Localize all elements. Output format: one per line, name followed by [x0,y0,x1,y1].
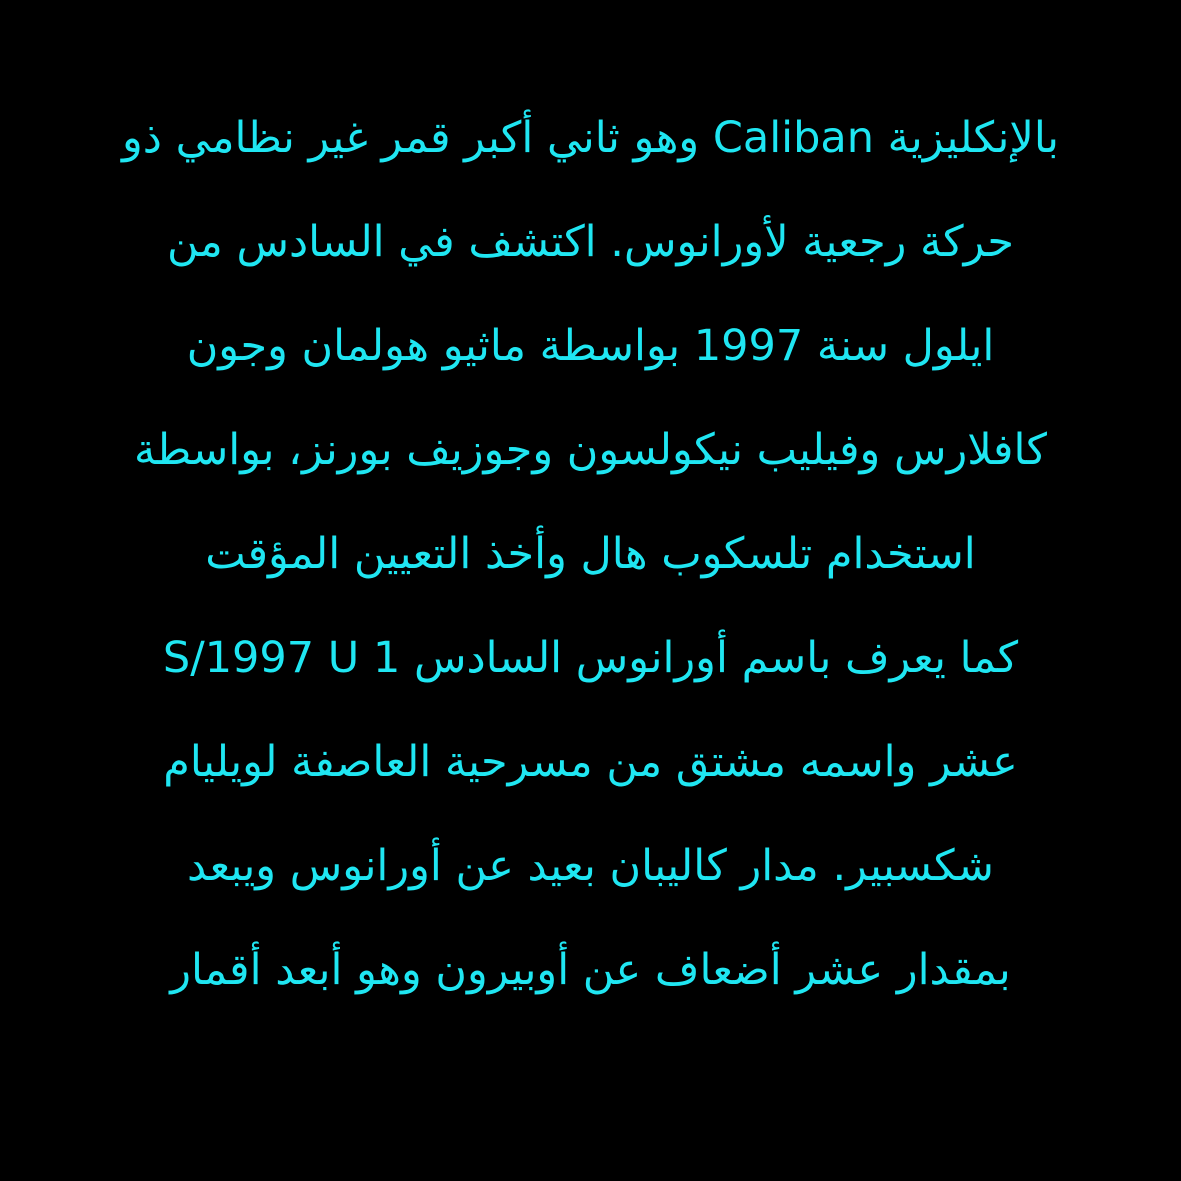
paragraph-line-1: بالإنكليزية Caliban وهو ثاني أكبر قمر غير نظامي ذو [122,113,1059,163]
paragraph-line-4: كافلارس وفيليب نيكولسون وجوزيف بورنز، بواسطة [133,425,1048,475]
paragraph-line-5: استخدام تلسكوب هال وأخذ التعيين المؤقت [205,529,976,579]
paragraph-line-8: شكسبير. مدار كاليبان بعيد عن أورانوس ويبعد [187,841,994,891]
paragraph-line-3: ايلول سنة 1997 بواسطة ماثيو هولمان وجون [186,321,995,371]
paragraph-line-9: بمقدار عشر أضعاف عن أوبيرون وهو أبعد أقمار [170,945,1011,995]
arabic-paragraph [60,86,1121,1022]
paragraph-line-7: عشر واسمه مشتق من مسرحية العاصفة لويليام [163,737,1018,787]
paragraph-line-2: حركة رجعية لأورانوس. اكتشف في السادس من [167,217,1014,267]
paragraph-line-6: S/1997 U 1 كما يعرف باسم أورانوس السادس [162,633,1019,683]
